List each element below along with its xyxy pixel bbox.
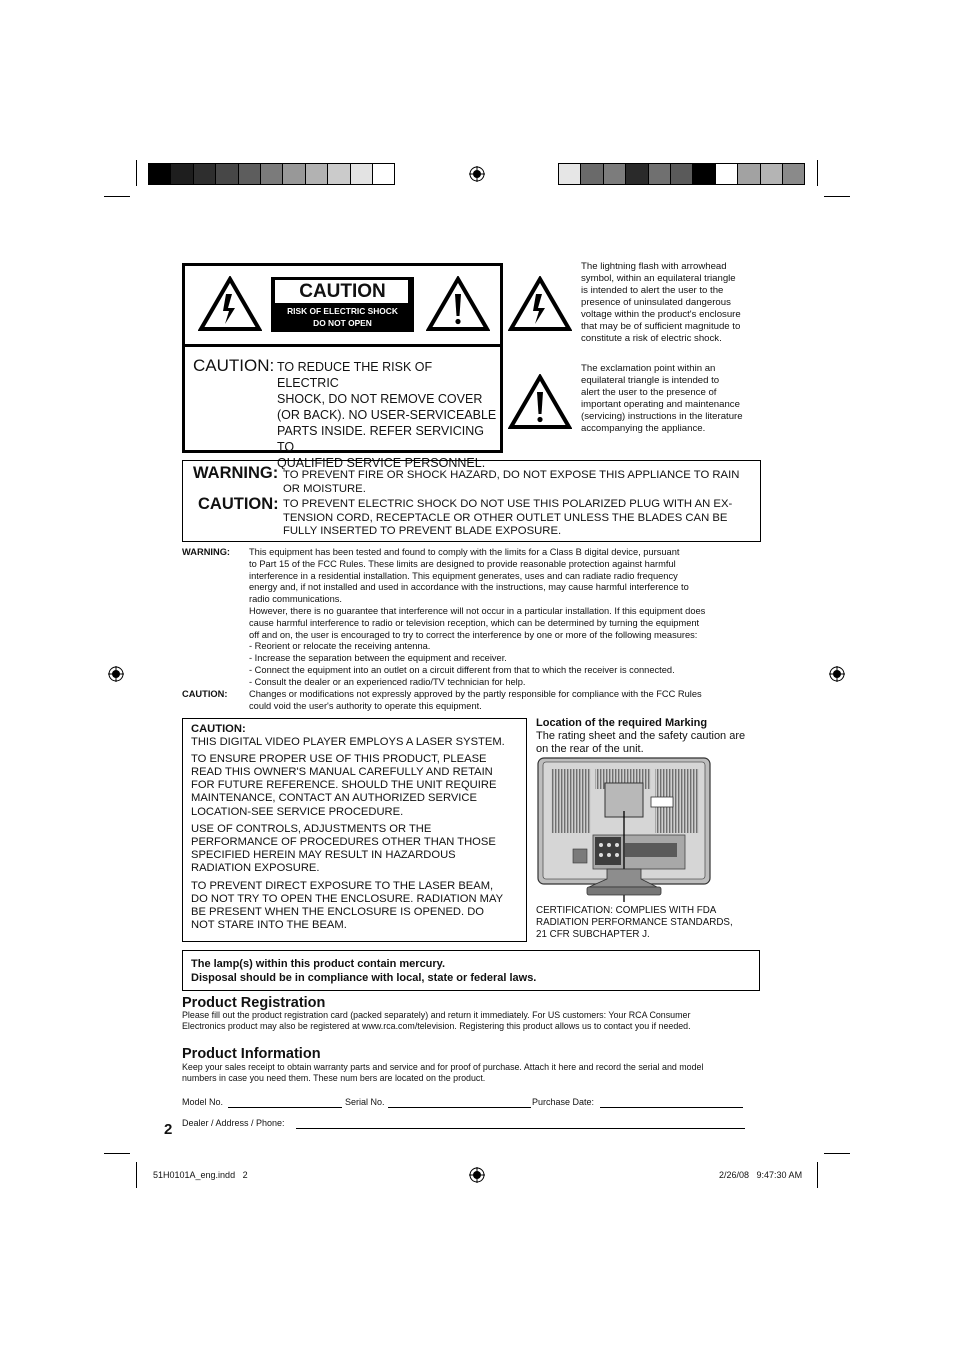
laser-caution-title: CAUTION: xyxy=(191,723,246,735)
text-line: The rating sheet and the safety caution are xyxy=(536,730,746,742)
text-line: could void the user's authority to operate this equipment. xyxy=(249,700,482,711)
tv-rear-illustration xyxy=(537,757,711,903)
text-line: TO PREVENT FIRE OR SHOCK HAZARD, DO NOT EXPOSE THIS APPLIANCE TO RAIN xyxy=(283,469,740,481)
color-swatch xyxy=(670,163,693,185)
caution-line: PARTS INSIDE. REFER SERVICING TO xyxy=(277,424,484,454)
laser-caution-content xyxy=(191,723,524,932)
text-line: Electronics product may also be registered at www.rca.com/television. Registering this product allows us to contact you if needed. xyxy=(182,1021,691,1031)
registration-heading: Product Registration xyxy=(182,995,326,1011)
text-line: TO PREVENT DIRECT EXPOSURE TO THE LASER BEAM, xyxy=(191,880,494,893)
crop-mark xyxy=(136,1162,137,1188)
caution-line: TO REDUCE THE RISK OF ELECTRIC xyxy=(277,360,433,390)
footer-timestamp: 2/26/08 9:47:30 AM xyxy=(719,1170,803,1180)
color-swatch xyxy=(782,163,805,185)
information-text xyxy=(182,1062,782,1084)
text-line: PERFORMANCE OF PROCEDURES OTHER THAN THOSE xyxy=(191,835,496,848)
text-line: DO NOT TRY TO OPEN THE ENCLOSURE. RADIATION MAY xyxy=(191,893,504,906)
model-field-label: Model No. xyxy=(182,1097,224,1107)
color-swatch xyxy=(603,163,626,185)
text-line: important operating and maintenance xyxy=(581,399,740,410)
purchase-field-line[interactable] xyxy=(600,1107,743,1108)
color-swatch xyxy=(350,163,373,185)
fcc-warning-text xyxy=(249,547,769,689)
caution-label: CAUTION: xyxy=(198,495,279,513)
crop-mark xyxy=(136,160,137,186)
text-line: TO PREVENT ELECTRIC SHOCK DO NOT USE THIS POLARIZED PLUG WITH AN EX- xyxy=(283,498,733,510)
text-line: that may be of sufficient magnitude to xyxy=(581,321,741,332)
text-line: BE PRESENT WHEN THE ENCLOSURE IS OPENED. DO xyxy=(191,906,485,919)
text-line: LOCATION-SEE SERVICE PROCEDURE. xyxy=(191,805,404,818)
warning-label: WARNING: xyxy=(193,464,279,482)
text-line: (servicing) instructions in the literature xyxy=(581,411,743,422)
text-line: The lamp(s) within this product contain mercury. xyxy=(191,958,446,970)
color-swatch xyxy=(260,163,283,185)
caution-badge-sub2: DO NOT OPEN xyxy=(313,318,372,328)
text-line: is intended to alert the user to the xyxy=(581,285,724,296)
text-line: - Increase the separation between the equipment and receiver. xyxy=(249,653,507,664)
text-line: Please fill out the product registration card (packed separately) and return it immediately. For US customers: Your RCA Consumer xyxy=(182,1010,691,1020)
color-swatch xyxy=(580,163,603,185)
text-line: READ THIS OWNER'S MANUAL CAREFULLY AND RETAIN xyxy=(191,766,493,779)
text-line: OR MOISTURE. xyxy=(283,482,366,495)
caution-line: (OR BACK). NO USER-SERVICEABLE xyxy=(277,408,497,422)
color-swatch xyxy=(215,163,238,185)
crop-mark xyxy=(104,1153,130,1154)
caution-badge-title: CAUTION xyxy=(299,281,386,302)
text-line: The lightning flash with arrowhead xyxy=(581,261,727,272)
purchase-field-label: Purchase Date: xyxy=(532,1097,595,1107)
crop-mark xyxy=(824,196,850,197)
dealer-field-label: Dealer / Address / Phone: xyxy=(182,1118,285,1128)
registration-mark-icon xyxy=(469,166,485,182)
model-field-line[interactable] xyxy=(228,1107,342,1108)
serial-field-label: Serial No. xyxy=(345,1097,385,1107)
text-line: equilateral triangle is intended to xyxy=(581,375,720,386)
exclamation-triangle-icon xyxy=(508,374,572,430)
registration-mark-icon xyxy=(469,1167,485,1183)
color-swatch xyxy=(760,163,783,185)
text-line: off and on, the user is encouraged to try to correct the interference by one or more of the following measures: xyxy=(249,629,698,640)
color-swatch xyxy=(282,163,305,185)
crop-mark xyxy=(817,160,818,186)
fcc-caution-label: CAUTION: xyxy=(182,689,228,699)
caution-badge-sub1: RISK OF ELECTRIC SHOCK xyxy=(287,306,398,316)
color-swatch xyxy=(625,163,648,185)
color-swatch xyxy=(737,163,760,185)
caution-line: QUALIFIED SERVICE PERSONNEL. xyxy=(277,456,486,470)
crop-mark xyxy=(817,1162,818,1188)
text-line: - Connect the equipment into an outlet on a circuit different from that to which the receiver is connected. xyxy=(249,664,675,675)
text-line: Disposal should be in compliance with local, state or federal laws. xyxy=(191,972,537,984)
text-line: FOR FUTURE REFERENCE. SHOULD THE UNIT REQUIRE xyxy=(191,779,497,792)
registration-text xyxy=(182,1010,782,1032)
text-line: interference in a residential installation. This equipment generates, uses and can radiate radio frequency xyxy=(249,570,678,581)
fcc-warning-label: WARNING: xyxy=(182,547,231,557)
footer-filename: 51H0101A_eng.indd 2 xyxy=(153,1170,248,1180)
exclamation-triangle-icon xyxy=(426,276,490,332)
text-line: THIS DIGITAL VIDEO PLAYER EMPLOYS A LASER SYSTEM. xyxy=(191,736,505,749)
text-line: TO ENSURE PROPER USE OF THIS PRODUCT, PLEASE xyxy=(191,753,487,766)
text-line: FULLY INSERTED TO PREVENT BLADE EXPOSURE. xyxy=(283,525,562,537)
caution-lead: CAUTION: xyxy=(193,356,275,375)
lightning-explanation xyxy=(581,261,766,345)
color-swatch xyxy=(372,163,395,185)
color-swatch xyxy=(305,163,328,185)
color-swatch xyxy=(327,163,350,185)
text-line: presence of uninsulated dangerous xyxy=(581,297,731,308)
marking-title: Location of the required Marking xyxy=(536,717,708,729)
color-swatch xyxy=(170,163,193,185)
color-swatch xyxy=(238,163,261,185)
text-line: cause harmful interference to radio or television reception, which can be determined by turning the equipment xyxy=(249,617,700,628)
crop-mark xyxy=(104,196,130,197)
text-line: numbers in case you need them. These num bers are located on the product. xyxy=(182,1073,486,1083)
text-line: USE OF CONTROLS, ADJUSTMENTS OR THE xyxy=(191,822,432,835)
page-number: 2 xyxy=(164,1121,173,1138)
caution-line: SHOCK, DO NOT REMOVE COVER xyxy=(277,392,483,406)
warning-text xyxy=(283,469,758,496)
text-line: Changes or modifications not expressly approved by the partly responsible for compliance with the FCC Rules xyxy=(249,689,702,699)
text-line: RADIATION PERFORMANCE STANDARDS, xyxy=(536,917,733,928)
dealer-field-line[interactable] xyxy=(296,1128,745,1129)
color-swatch xyxy=(692,163,715,185)
text-line: - Reorient or relocate the receiving antenna. xyxy=(249,641,431,652)
color-swatch xyxy=(558,163,581,185)
text-line: TENSION CORD, RECEPTACLE OR OTHER OUTLET UNLESS THE BLADES CAN BE xyxy=(283,511,728,524)
color-swatch xyxy=(648,163,671,185)
text-line: NOT STARE INTO THE BEAM. xyxy=(191,919,347,932)
text-line: CERTIFICATION: COMPLIES WITH FDA xyxy=(536,905,717,916)
lightning-triangle-icon xyxy=(508,276,572,332)
text-line: - Consult the dealer or an experienced radio/TV technician for help. xyxy=(249,676,526,687)
text-line: RADIATION EXPOSURE. xyxy=(191,861,320,874)
text-line: MAINTENANCE, CONTACT AN AUTHORIZED SERVICE xyxy=(191,792,477,805)
color-swatch xyxy=(148,163,171,185)
information-heading: Product Information xyxy=(182,1046,321,1062)
caution-body xyxy=(277,359,497,471)
text-line: accompanying the appliance. xyxy=(581,423,706,434)
registration-mark-icon xyxy=(829,666,845,682)
registration-mark-icon xyxy=(108,666,124,682)
text-line: However, there is no guarantee that interference will not occur in a particular installation. If this equipment does xyxy=(249,605,706,616)
text-line: radio communications. xyxy=(249,594,343,605)
text-line: voltage within the product's enclosure xyxy=(581,309,741,320)
mercury-text xyxy=(191,957,536,985)
text-line: alert the user to the presence of xyxy=(581,387,717,398)
caution-badge xyxy=(271,277,414,332)
text-line: 21 CFR SUBCHAPTER J. xyxy=(536,929,650,940)
color-swatch xyxy=(193,163,216,185)
text-line: to Part 15 of the FCC Rules. These limits are designed to provide reasonable protection against harmful xyxy=(249,558,676,569)
text-line: Keep your sales receipt to obtain warranty parts and service and for proof of purchase. Attach it here and record the serial and model xyxy=(182,1062,704,1072)
color-swatch xyxy=(715,163,738,185)
text-line: constitute a risk of electric shock. xyxy=(581,333,722,344)
crop-mark xyxy=(824,1153,850,1154)
marking-desc xyxy=(536,730,766,756)
exclamation-explanation xyxy=(581,363,766,435)
certification-text xyxy=(536,905,766,941)
fcc-caution-text xyxy=(249,689,769,713)
serial-field-line[interactable] xyxy=(388,1107,531,1108)
text-line: The exclamation point within an xyxy=(581,363,716,374)
text-line: on the rear of the unit. xyxy=(536,743,644,755)
lightning-triangle-icon xyxy=(198,276,262,332)
caution-text xyxy=(283,498,758,539)
text-line: SPECIFIED HEREIN MAY RESULT IN HAZARDOUS xyxy=(191,848,456,861)
text-line: This equipment has been tested and found to comply with the limits for a Class B digital device, pursuant xyxy=(249,547,680,557)
text-line: symbol, within an equilateral triangle xyxy=(581,273,736,284)
text-line: energy and, if not installed and used in accordance with the instructions, may cause harmful interference to xyxy=(249,582,689,593)
